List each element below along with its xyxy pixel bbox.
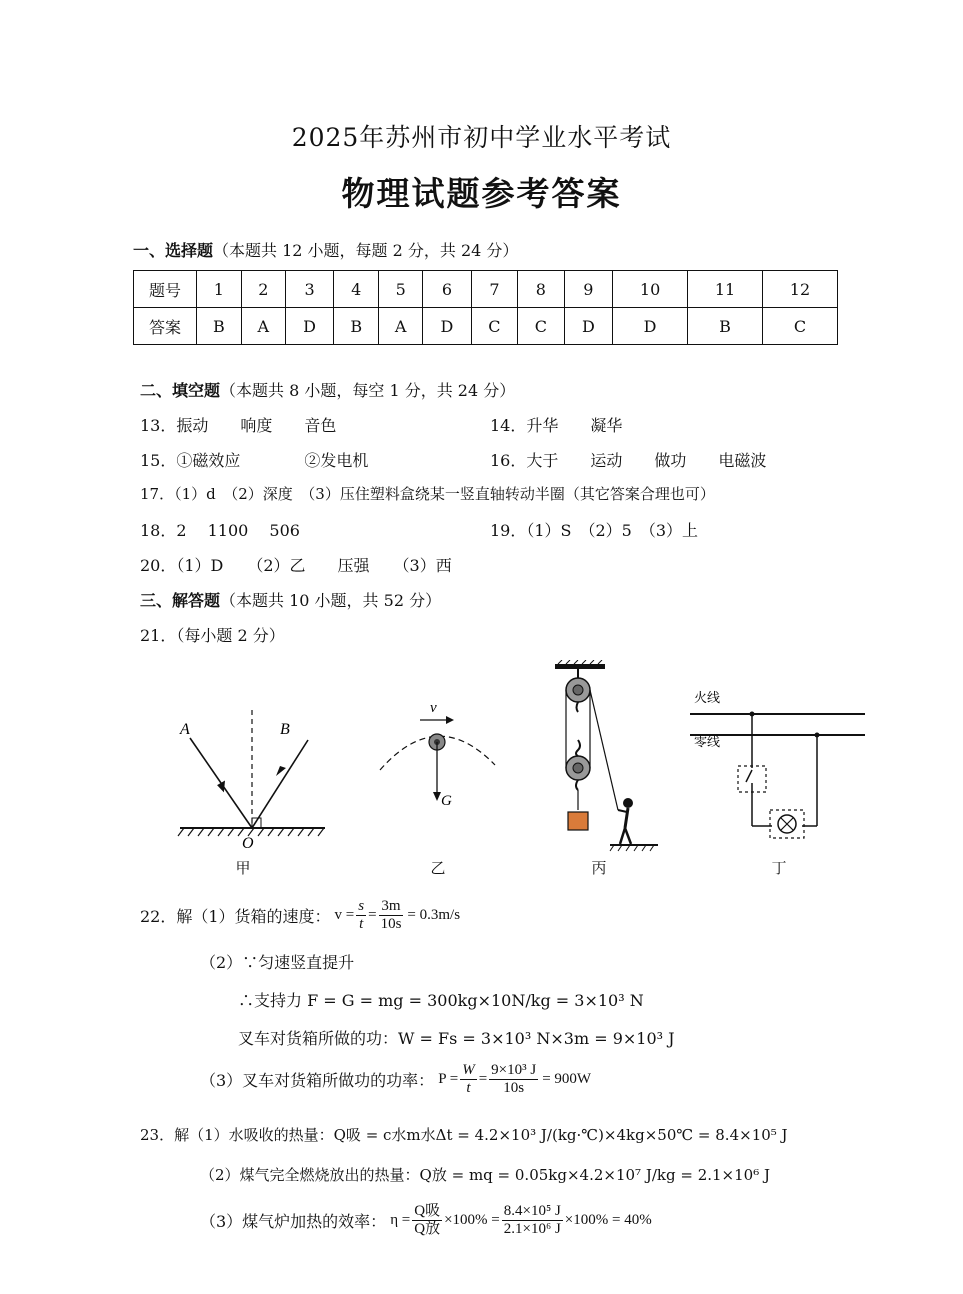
- answer-q17: 17．（1）d （2）深度 （3）压住塑料盒绕某一竖直轴转动半圈（其它答案合理也可）: [140, 485, 715, 503]
- label-b: B: [280, 721, 290, 738]
- person-head: [623, 798, 633, 808]
- cargo-box: [568, 812, 588, 830]
- q22-part3: [200, 1062, 591, 1098]
- q23-part3-label: （3）煤气炉加热的效率：: [200, 1212, 387, 1232]
- answer-q15: 15．①磁效应 ②发电机: [140, 451, 369, 470]
- q23-part3: [200, 1203, 652, 1239]
- answer-cell: D: [423, 308, 472, 345]
- fraction-numerator: 9×10³ J: [489, 1062, 538, 1080]
- section-2-title: 二、填空题: [140, 381, 221, 400]
- equals-sign: =: [368, 907, 377, 924]
- section-2-heading: [140, 378, 515, 401]
- fraction-numerator: 3m: [379, 898, 402, 916]
- label-live-wire: 火线: [694, 690, 721, 705]
- question-number-cell: 3: [285, 271, 334, 308]
- q22-part3-label: （3）叉车对货箱所做功的功率：: [200, 1071, 435, 1091]
- caption-yi: 乙: [430, 859, 446, 877]
- person-leg-right: [625, 828, 631, 844]
- section-1-title: 一、选择题: [133, 241, 214, 260]
- answer-cell: D: [613, 308, 688, 345]
- question-number-cell: 10: [613, 271, 688, 308]
- caption-ding: 丁: [771, 859, 787, 877]
- section-3-note: （本题共 10 小题，共 52 分）: [220, 591, 442, 610]
- q23-fraction-numeric: [502, 1203, 563, 1239]
- load-hook: [576, 780, 578, 790]
- answer-cell: D: [564, 308, 613, 345]
- answer-q19: 19．（1）S （2）5 （3）上: [490, 521, 699, 540]
- section-2-note: （本题共 8 小题，每空 1 分，共 24 分）: [220, 381, 516, 400]
- answer-cell: A: [241, 308, 285, 345]
- q22-fraction-symbolic: [356, 898, 366, 934]
- q22-p3-fraction-numeric: [489, 1062, 538, 1098]
- fixed-pulley-axle: [573, 685, 583, 695]
- fraction-numerator: s: [356, 898, 366, 916]
- label-a: A: [180, 721, 190, 738]
- caption-bing: 丙: [591, 859, 607, 877]
- figure-reflection: [170, 700, 340, 860]
- fraction-denominator: t: [466, 1080, 471, 1097]
- fraction-denominator: 10s: [503, 1080, 525, 1097]
- answer-q20: 20．（1）D （2）乙 压强 （3）西: [140, 556, 452, 575]
- question-number-cell: 8: [518, 271, 564, 308]
- answer-cell: B: [334, 308, 379, 345]
- movable-pulley-axle: [573, 763, 583, 773]
- label-v: v: [430, 700, 437, 716]
- q22-part1-result: = 0.3m/s: [407, 907, 461, 924]
- q23-eq-left: η =: [390, 1212, 411, 1229]
- figure-circuit: [690, 682, 870, 842]
- reflected-ray: [252, 740, 308, 828]
- label-neutral-wire: 零线: [694, 734, 721, 749]
- exam-title: 2025年苏州市初中学业水平考试: [291, 123, 672, 152]
- gravity-arrowhead: [433, 792, 441, 801]
- section-1-note: （本题共 12 小题，每题 2 分，共 24 分）: [213, 241, 519, 260]
- equals-sign: =: [478, 1071, 488, 1088]
- question-number-cell: 2: [241, 271, 285, 308]
- fraction-denominator: Q放: [414, 1221, 441, 1238]
- answer-q14: 14．升华 凝华: [490, 416, 623, 435]
- fraction-numerator: W: [460, 1062, 477, 1080]
- q22-p3-fraction-symbolic: [460, 1062, 477, 1098]
- question-number-cell: 6: [423, 271, 472, 308]
- switch-blade: [746, 770, 752, 782]
- question-number-cell: 12: [762, 271, 837, 308]
- q22-fraction-numeric: [379, 898, 404, 934]
- incident-arrow: [216, 779, 226, 792]
- ceiling: [555, 664, 605, 669]
- q22-part1-label: 22．解（1）货箱的速度：: [140, 907, 331, 927]
- question-number-cell: 4: [334, 271, 379, 308]
- person-arm: [618, 810, 627, 812]
- q23-part2: （2）煤气完全燃烧放出的热量：Q放 = mq = 0.05kg×4.2×10⁷ J/kg = 2.1×10⁶ J: [200, 1166, 770, 1184]
- question-number-cell: 11: [688, 271, 763, 308]
- q22-part1: [140, 898, 460, 934]
- person-leg-left: [620, 828, 625, 844]
- question-number-cell: 5: [379, 271, 423, 308]
- question-number-cell: 7: [471, 271, 517, 308]
- figure-projectile: [370, 695, 505, 820]
- section-3-title: 三、解答题: [140, 591, 221, 610]
- answer-key-title: 物理试题参考答案: [341, 174, 622, 213]
- answer-table-answer-row: [134, 308, 838, 345]
- q22-eq-left: v =: [334, 907, 355, 924]
- ceiling-hatch: [558, 660, 602, 664]
- answer-row-label: 答案: [134, 308, 197, 345]
- answer-q21-heading: 21．（每小题 2 分）: [140, 626, 285, 645]
- q23-fraction-symbolic: [412, 1203, 442, 1239]
- movable-pulley-hook-top: [576, 740, 580, 756]
- q22-part2-line3: 叉车对货箱所做的功：W = Fs = 3×10³ N×3m = 9×10³ J: [238, 1029, 675, 1048]
- q22-part2-line2: ∴支持力 F = G = mg = 300kg×10N/kg = 3×10³ N: [238, 991, 644, 1010]
- answer-cell: D: [285, 308, 334, 345]
- answer-cell: C: [762, 308, 837, 345]
- q22-p3-eq-left: P =: [438, 1071, 459, 1088]
- fraction-numerator: 8.4×10⁵ J: [502, 1203, 563, 1221]
- answer-q18: 18．2 1100 506: [140, 521, 300, 540]
- rope-pull: [590, 690, 618, 810]
- fraction-denominator: 2.1×10⁶ J: [503, 1221, 561, 1238]
- answer-table: [133, 270, 838, 345]
- answer-cell: B: [688, 308, 763, 345]
- fraction-denominator: 10s: [380, 916, 402, 933]
- reflected-arrow: [276, 766, 286, 776]
- answer-cell: C: [471, 308, 517, 345]
- fraction-numerator: Q吸: [412, 1203, 442, 1221]
- q23-part3-result: ×100% = 40%: [564, 1212, 652, 1229]
- answer-q13: 13．振动 响度 音色: [140, 416, 337, 435]
- figure-pulley: [540, 660, 670, 855]
- question-number-cell: 1: [197, 271, 242, 308]
- question-number-cell: 9: [564, 271, 613, 308]
- fraction-denominator: t: [359, 916, 364, 933]
- number-row-label: 题号: [134, 271, 197, 308]
- answer-table-number-row: [134, 271, 838, 308]
- answer-cell: B: [197, 308, 242, 345]
- q23-mid: ×100% =: [444, 1212, 500, 1229]
- label-o: O: [242, 835, 254, 852]
- answer-cell: A: [379, 308, 423, 345]
- answer-q16: 16．大于 运动 做功 电磁波: [490, 451, 767, 470]
- q23-part1: 23．解（1）水吸收的热量：Q吸 = c水m水Δt = 4.2×10³ J/(kg·℃)×4kg×50℃ = 8.4×10⁵ J: [140, 1126, 788, 1144]
- answer-cell: C: [518, 308, 564, 345]
- q22-part3-result: = 900W: [542, 1071, 592, 1088]
- label-g: G: [441, 793, 452, 809]
- section-1-heading: [133, 238, 518, 261]
- section-3-heading: [140, 588, 441, 611]
- q22-part2-line1: （2）∵匀速竖直提升: [200, 953, 355, 972]
- caption-jia: 甲: [235, 859, 251, 877]
- fixed-pulley-hook: [577, 702, 579, 712]
- velocity-arrowhead: [446, 716, 454, 724]
